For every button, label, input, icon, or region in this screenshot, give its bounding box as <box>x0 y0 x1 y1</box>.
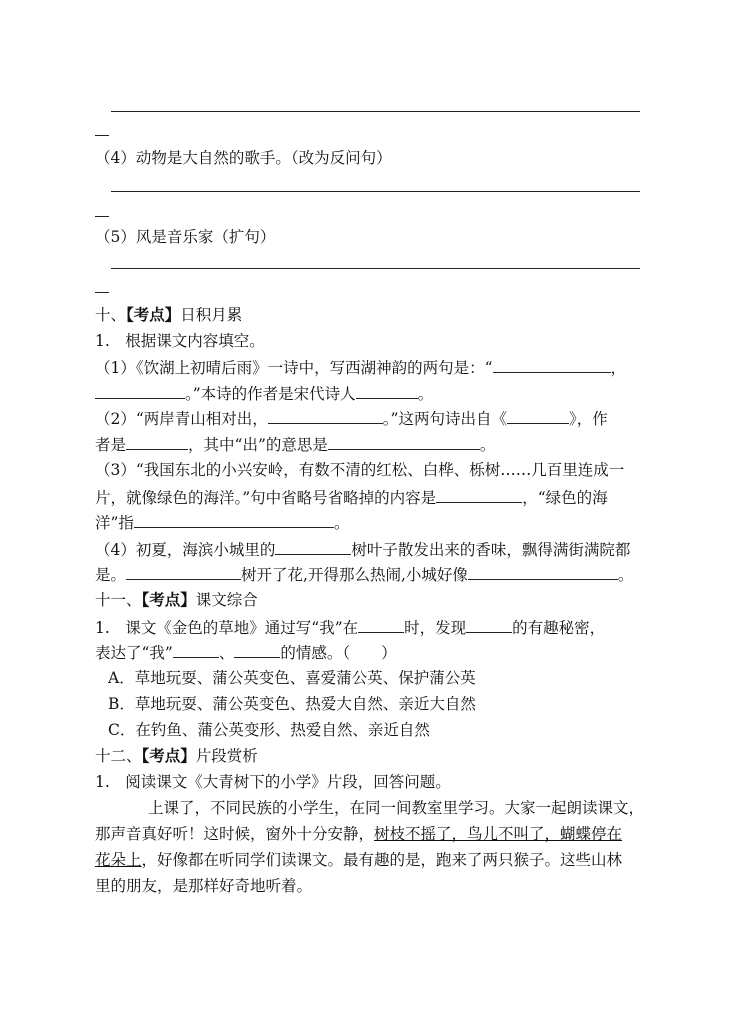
fill-3-line-3: 洋”指 。 <box>95 514 350 532</box>
fill-blank[interactable] <box>468 564 618 580</box>
option-a[interactable]: A．草地玩耍、蒲公英变色、喜爱蒲公英、保护蒲公英 <box>108 669 476 687</box>
underlined-sentence-end: 花朵上 <box>95 851 142 869</box>
fill-blank[interactable] <box>134 512 334 528</box>
section-11-question-1-line-2: 表达了“我” 、 的情感。（ ） <box>95 644 397 662</box>
answer-line-stub <box>95 292 109 293</box>
fill-2-line-2: 者是 ，其中“出”的意思是 。 <box>95 436 496 454</box>
fill-blank[interactable] <box>356 383 418 399</box>
fill-1-line-1: （1）《饮湖上初晴后雨》一诗中，写西湖神韵的两句是：“ ， <box>95 359 627 377</box>
question-4: （4）动物是大自然的歌手。（改为反问句） <box>95 149 392 167</box>
section-10-heading: 十、【考点】日积月累 <box>95 305 243 324</box>
answer-line-stub <box>95 216 109 217</box>
fill-blank[interactable] <box>234 642 280 658</box>
passage-line-3: 花朵上，好像都在听同学们读课文。最有趣的是，跑来了两只猴子。这些山林 <box>95 851 623 869</box>
section-11-heading: 十一、【考点】课文综合 <box>95 590 258 609</box>
fill-blank[interactable] <box>173 642 219 658</box>
fill-blank[interactable] <box>436 487 522 503</box>
fill-blank[interactable] <box>268 408 383 424</box>
question-5: （5）风是音乐家（扩句） <box>95 228 276 246</box>
passage-line-2: 那声音真好听！这时候，窗外十分安静，树枝不摇了，鸟儿不叫了，蝴蝶停在 <box>95 825 623 843</box>
fill-blank[interactable] <box>358 617 404 633</box>
option-c[interactable]: C．在钓鱼、蒲公英变形、热爱自然、亲近自然 <box>108 721 430 739</box>
fill-4-line-2: 是。 树开了花,开得那么热闹,小城好像 。 <box>95 566 634 584</box>
passage-line-4: 里的朋友，是那样好奇地听着。 <box>95 877 313 895</box>
fill-3-line-2: 片，就像绿色的海洋。”句中省略号省略掉的内容是 ，“绿色的海 <box>95 489 608 507</box>
underlined-sentence: 树枝不摇了，鸟儿不叫了，蝴蝶停在 <box>374 825 623 843</box>
section-11-question-1-line-1: 1. 课文《金色的草地》通过写“我”在 时，发现 的有趣秘密， <box>95 619 606 637</box>
section-10-question-1: 1. 根据课文内容填空。 <box>95 332 265 350</box>
answer-line-stub <box>95 135 109 136</box>
fill-blank[interactable] <box>466 617 512 633</box>
fill-blank[interactable] <box>507 408 569 424</box>
fill-blank[interactable] <box>126 564 241 580</box>
fill-blank[interactable] <box>95 383 185 399</box>
section-12-heading: 十二、【考点】片段赏析 <box>95 746 258 765</box>
fill-blank[interactable] <box>328 434 480 450</box>
fill-blank[interactable] <box>275 539 351 555</box>
fill-blank[interactable] <box>493 357 611 373</box>
fill-blank[interactable] <box>126 434 188 450</box>
fill-1-line-2: 。”本诗的作者是宋代诗人 。 <box>95 383 655 404</box>
fill-2-line-1: （2）“两岸青山相对出， 。”这两句诗出自《 》，作 <box>95 410 608 428</box>
passage-line-1: 上课了，不同民族的小学生，在同一间教室里学习。大家一起朗读课文， <box>148 799 645 817</box>
answer-line <box>111 268 640 269</box>
answer-line <box>111 191 640 192</box>
fill-4-line-1: （4）初夏，海滨小城里的 树叶子散发出来的香味，飘得满街满院都 <box>95 541 631 559</box>
option-b[interactable]: B．草地玩耍、蒲公英变色、热爱大自然、亲近大自然 <box>108 695 476 713</box>
section-12-question-1: 1. 阅读课文《大青树下的小学》片段，回答问题。 <box>95 773 451 791</box>
answer-line <box>111 111 640 112</box>
fill-3-line-1: （3）“我国东北的小兴安岭，有数不清的红松、白桦、栎树……几百里连成一 <box>95 461 625 479</box>
